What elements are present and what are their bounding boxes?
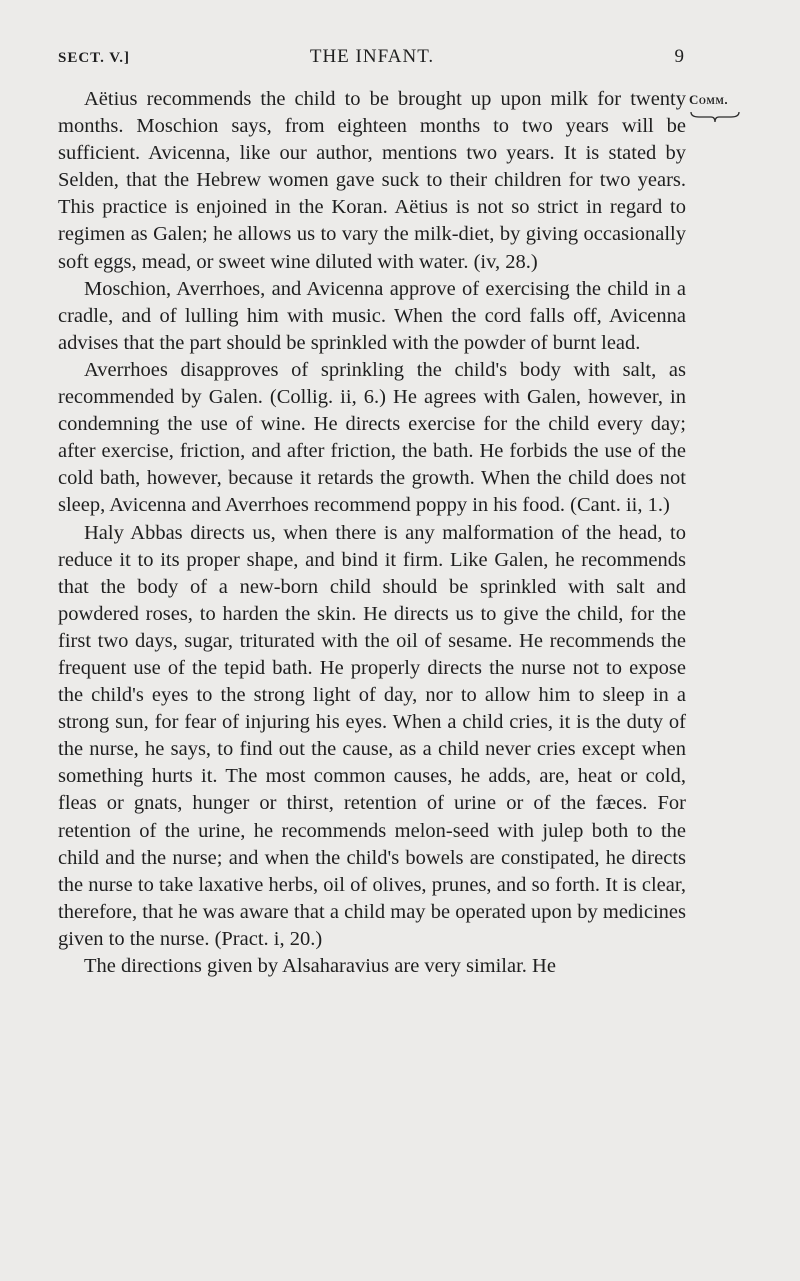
- running-head: [58, 44, 686, 70]
- section-label: SECT. V.]: [58, 50, 130, 66]
- paragraph-haly-abbas: Haly Abbas directs us, when there is any malformation of the head, to reduce it to its proper shape, and bind it firm. Like Galen, he recommends that the body of a new-born child should be sprinkled with salt and powdered roses, to harden the skin. He directs us to give the child, for the first two days, sugar, triturated with the oil of sesame. He recommends the frequent use of the tepid bath. He properly directs the nurse not to expose the child's eyes to the strong light of day, nor to allow him to sleep in a strong sun, for fear of injuring his eyes. When a child cries, it is the duty of the nurse, he says, to find out the cause, as a child never cries except when something hurts it. The most common causes, he adds, are, heat or cold, fleas or gnats, hunger or thirst, retention of urine or of the fæces. For retention of the urine, he recommends melon-seed with julep both to the child and the nurse; and when the child's bowels are constipated, he directs the nurse to take laxative herbs, oil of olives, prunes, and so forth. It is clear, therefore, that he was aware that a child may be operated upon by medicines given to the nurse. (Pract. i, 20.): [58, 521, 686, 950]
- paragraph-moschion: Moschion, Averrhoes, and Avicenna approve of exercising the child in a cradle, and of lulling him with music. When the cord falls off, Avicenna advises that the part should be sprinkled with the powder of burnt lead.: [58, 277, 686, 354]
- margin-brace-icon: [689, 110, 741, 124]
- chapter-title: THE INFANT.: [309, 46, 435, 67]
- margin-note-commentary: Comm.: [689, 92, 729, 107]
- page-number: 9: [674, 46, 684, 67]
- paragraph-averrhoes: Averrhoes disapproves of sprinkling the child's body with salt, as recommended by Galen. (Collig. ii, 6.) He agrees with Galen, however, in condemning the use of wine. He directs exercise for the child every day; after exercise, friction, and after friction, the bath. He forbids the use of the cold bath, however, because it retards the growth. When the child does not sleep, Avicenna and Averrhoes recommend poppy in his food. (Cant. ii, 1.): [58, 358, 686, 517]
- paragraph-aetius: Aëtius recommends the child to be brought up upon milk for twenty months. Moschion says, from eighteen months to two years will be sufficient. Avicenna, like our author, mentions two years. It is stated by Selden, that the Hebrew women gave suck to their children for two years. This practice is enjoined in the Koran. Aëtius is not so strict in regard to regimen as Galen; he allows us to vary the milk-diet, by giving occasionally soft eggs, mead, or sweet wine diluted with water. (iv, 28.): [58, 88, 686, 273]
- paragraph-alsaharavius: The directions given by Alsaharavius are very similar. He: [84, 955, 556, 977]
- body-text: [58, 86, 686, 980]
